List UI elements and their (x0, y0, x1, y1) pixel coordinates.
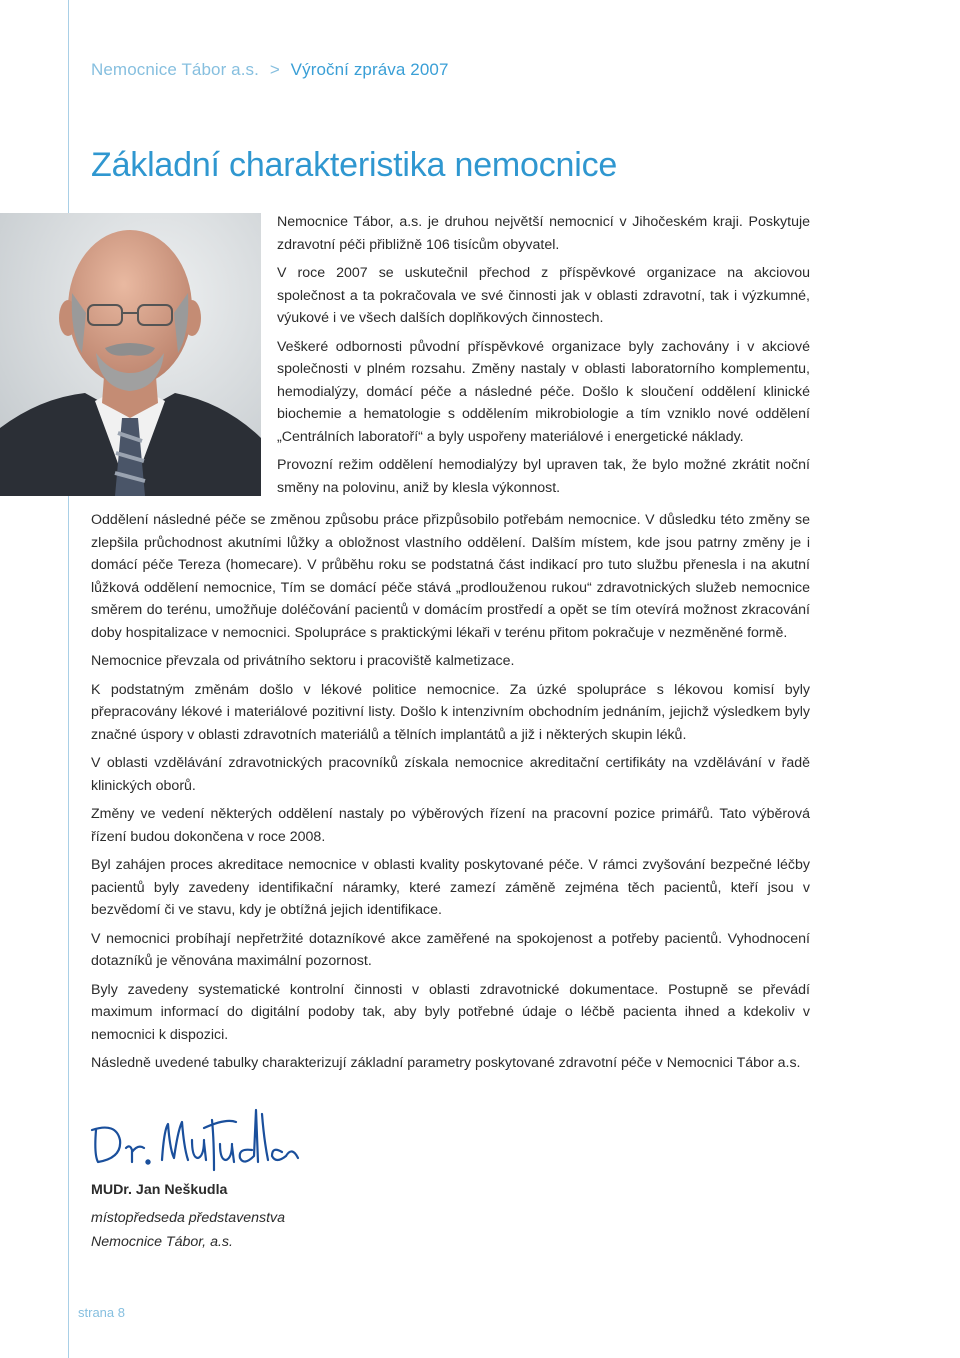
handwritten-signature (86, 1100, 326, 1176)
paragraph: V oblasti vzdělávání zdravotnických pracovníků získala nemocnice akreditační certifikáty na vzdělávání v řadě klinických oborů. (91, 755, 810, 794)
paragraph: Změny ve vedení některých oddělení nastaly po výběrových řízení na pracovní pozice primářů. Tato výběrová řízení budou dokončena v roce 2008. (91, 806, 810, 845)
intro-text (277, 211, 810, 505)
body-text (91, 509, 810, 1081)
breadcrumb-separator: > (269, 60, 280, 79)
paragraph: Byly zavedeny systematické kontrolní činnosti v oblasti zdravotnické dokumentace. Postupně se převádí maximum informací do digitální podoby tak, aby byly potřebné údaje o léčbě pacienta ihned a kdekoliv v nemocnici k dispozici. (91, 981, 810, 1043)
signer-name: MUDr. Jan Neškudla (91, 1182, 228, 1198)
paragraph: Veškeré odbornosti původní příspěvkové organizace byly zachovány i v akciové společnosti v plném rozsahu. Změny nastaly v oblasti laboratorního komplementu, hemodialýzy, domácí péče a následné péče. Došlo k sloučení oddělení klinické biochemie a hematologie s oddělením mikrobiologie a tím vzniklo nové oddělení „Centrálních laboratoří“ a byly uspořeny materiálové i energetické náklady. (277, 338, 810, 445)
breadcrumb-section[interactable]: Výroční zpráva 2007 (290, 60, 449, 79)
paragraph: Následně uvedené tabulky charakterizují základní parametry poskytované zdravotní péče v Nemocnici Tábor a.s. (91, 1055, 801, 1071)
paragraph: Provozní režim oddělení hemodialýzy byl upraven tak, že bylo možné zkrátit noční směny na polovinu, aniž by klesla výkonnost. (277, 457, 810, 496)
paragraph: Nemocnice Tábor, a.s. je druhou největší nemocnicí v Jihočeském kraji. Poskytuje zdravotní péči přibližně 106 tisícům obyvatel. (277, 214, 810, 253)
page-number: strana 8 (78, 1305, 125, 1320)
page-title: Základní charakteristika nemocnice (91, 146, 618, 184)
signer-role: místopředseda představenstva (91, 1210, 286, 1226)
paragraph: Byl zahájen proces akreditace nemocnice v oblasti kvality poskytované péče. V rámci zvyšování bezpečné léčby pacientů byly zavedeny identifikační náramky, které zamezí záměně zejména těch pacientů, kteří jsou v bezvědomí či ve stavu, kdy je obtížná jejich identifikace. (91, 857, 810, 918)
breadcrumb (91, 60, 449, 80)
breadcrumb-org[interactable]: Nemocnice Tábor a.s. (91, 60, 259, 79)
paragraph: Nemocnice převzala od privátního sektoru i pracoviště kalmetizace. (91, 653, 515, 669)
signer-block (91, 1178, 491, 1254)
paragraph: V nemocnici probíhají nepřetržité dotazníkové akce zaměřené na spokojenost a potřeby pacientů. Vyhodnocení dotazníků je věnována maximální pozornost. (91, 930, 810, 969)
signer-organization: Nemocnice Tábor, a.s. (91, 1234, 233, 1250)
paragraph: K podstatným změnám došlo v lékové politice nemocnice. Za úzké spolupráce s lékovou komisí byly přepracovány lékové i materiálové pozitivní listy. Došlo k intenzivním obchodním jednáním, jejichž výsledkem byly značné úspory v oblasti zdravotních materiálů a tělních implantátů a již i některých skupin léků. (91, 681, 810, 743)
paragraph: V roce 2007 se uskutečnil přechod z příspěvkové organizace na akciovou společnost a ta pokračovala ve své činnosti jak v oblasti zdravotní, tak i výzkumné, výukové i ve všech dalších doplňkových činnostech. (277, 265, 810, 326)
margin-rule (68, 0, 69, 1358)
portrait-photo (0, 213, 261, 496)
paragraph: Oddělení následné péče se změnou způsobu práce přizpůsobilo potřebám nemocnice. V důsledku této změny se zlepšila průchodnost akutními lůžky a obložnost vlastního oddělení. Dalším místem, kde jsou patrny změny je i domácí péče Tereza (homecare). V průběhu roku se podstatná část indikací pro tuto službu přenesla i na akutní lůžková oddělení nemocnice, Tím se domácí péče stává „prodlouženou rukou“ zdravotnických služeb nemocnice směrem do terénu, umožňuje doléčování pacientů v domácím prostředí a opět se tím otevírá možnost zkracování doby hospitalizace v nemocnici. Spolupráce s praktickými lékaři v terénu přitom pokračuje v nezměněné formě. (91, 512, 810, 641)
